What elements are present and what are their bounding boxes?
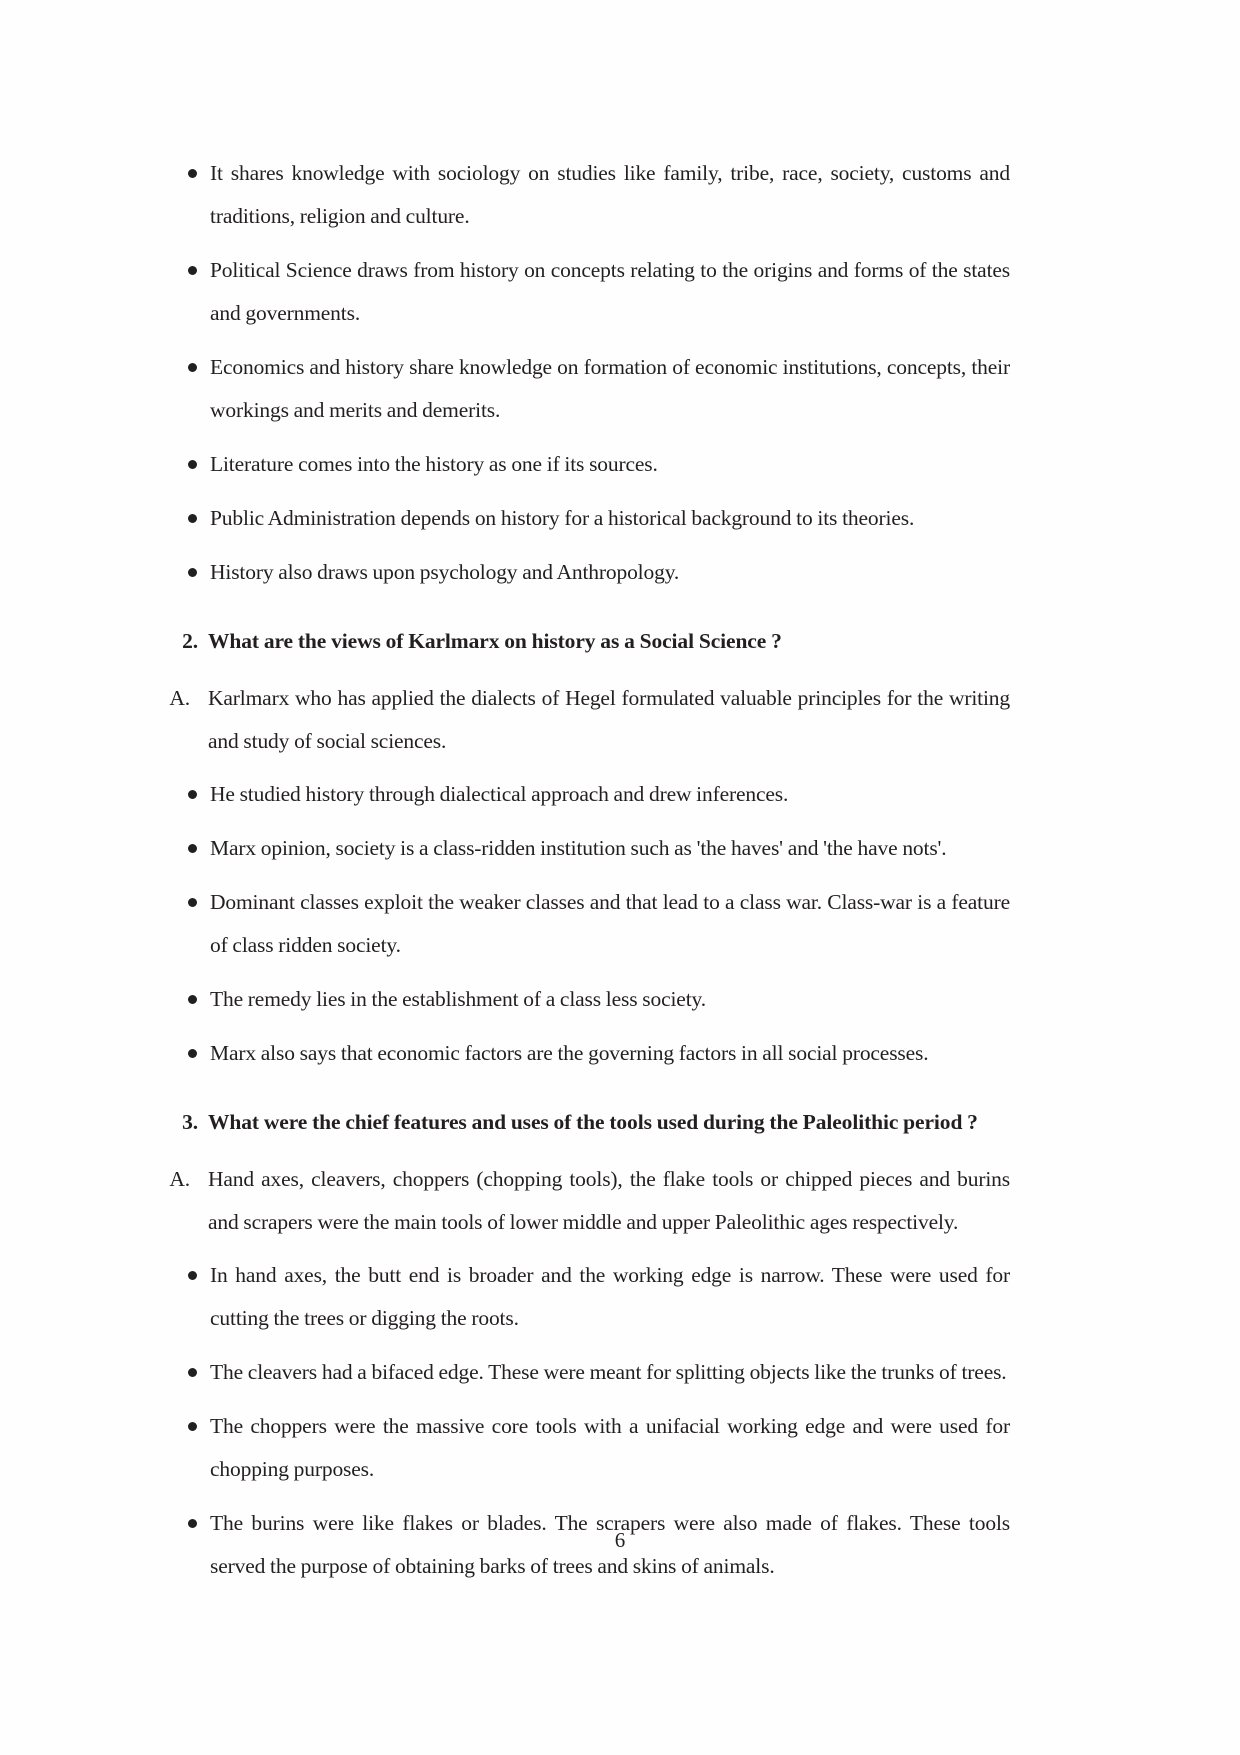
answer-marker: A. xyxy=(169,1167,190,1191)
list-item xyxy=(150,773,1010,816)
list-item-text: In hand axes, the butt end is broader and the working edge is narrow. These were used for cutting the trees or digging the roots. xyxy=(210,1263,1010,1330)
list-item-text: The cleavers had a bifaced edge. These were meant for splitting objects like the trunks of trees. xyxy=(210,1360,1007,1384)
list-item-text: Economics and history share knowledge on formation of economic institutions, concepts, their workings and merits and demerits. xyxy=(210,355,1010,422)
bullet-dot-icon xyxy=(188,568,197,577)
question-heading-2 xyxy=(150,620,1010,663)
bullet-dot-icon xyxy=(188,995,197,1004)
list-item xyxy=(150,1351,1010,1394)
question-text: What were the chief features and uses of the tools used during the Paleolithic period ? xyxy=(208,1110,978,1134)
bullet-dot-icon xyxy=(188,1271,197,1280)
list-item xyxy=(150,443,1010,486)
bullet-dot-icon xyxy=(188,266,197,275)
list-item-text: The choppers were the massive core tools with a unifacial working edge and were used for chopping purposes. xyxy=(210,1414,1010,1481)
list-item xyxy=(150,1405,1010,1491)
question-text: What are the views of Karlmarx on history as a Social Science ? xyxy=(208,629,782,653)
list-item-text: Public Administration depends on history for a historical background to its theories. xyxy=(210,506,915,530)
list-item xyxy=(150,551,1010,594)
list-item-text: Dominant classes exploit the weaker classes and that lead to a class war. Class-war is a feature of class ridden society. xyxy=(210,890,1010,957)
list-item xyxy=(150,1254,1010,1340)
list-item-text: Marx also says that economic factors are the governing factors in all social processes. xyxy=(210,1041,929,1065)
bullet-dot-icon xyxy=(188,363,197,372)
list-item-text: Political Science draws from history on concepts relating to the origins and forms of the states and governments. xyxy=(210,258,1010,325)
list-item xyxy=(150,1032,1010,1075)
bullet-dot-icon xyxy=(188,1422,197,1431)
list-item xyxy=(150,249,1010,335)
answer-paragraph-3 xyxy=(150,1158,1010,1244)
bullet-dot-icon xyxy=(188,1519,197,1528)
list-item xyxy=(150,497,1010,540)
bullet-dot-icon xyxy=(188,1049,197,1058)
list-item-text: History also draws upon psychology and Anthropology. xyxy=(210,560,680,584)
answer-paragraph-2 xyxy=(150,677,1010,763)
list-item xyxy=(150,346,1010,432)
list-item-text: He studied history through dialectical approach and drew inferences. xyxy=(210,782,789,806)
page-content xyxy=(150,152,1010,1599)
bullet-dot-icon xyxy=(188,514,197,523)
question-heading-3 xyxy=(150,1101,1010,1144)
bullet-dot-icon xyxy=(188,844,197,853)
page-number: 6 xyxy=(614,1528,626,1552)
list-item-text: It shares knowledge with sociology on studies like family, tribe, race, society, customs and traditions, religion and culture. xyxy=(210,161,1010,228)
bullet-dot-icon xyxy=(188,169,197,178)
list-item xyxy=(150,827,1010,870)
list-item xyxy=(150,881,1010,967)
answer-bullet-list-2 xyxy=(150,773,1010,1075)
bullet-dot-icon xyxy=(188,460,197,469)
list-item xyxy=(150,152,1010,238)
answer-marker: A. xyxy=(169,686,190,710)
answer-text: Karlmarx who has applied the dialects of Hegel formulated valuable principles for the writing and study of social sciences. xyxy=(208,686,1010,753)
bullet-dot-icon xyxy=(188,790,197,799)
list-item-text: The remedy lies in the establishment of a class less society. xyxy=(210,987,706,1011)
list-item-text: Literature comes into the history as one if its sources. xyxy=(210,452,658,476)
bullet-dot-icon xyxy=(188,898,197,907)
question-number: 2. xyxy=(182,629,198,653)
list-item-text: Marx opinion, society is a class-ridden institution such as 'the haves' and 'the have nots'. xyxy=(210,836,947,860)
intro-bullet-list xyxy=(150,152,1010,594)
list-item xyxy=(150,978,1010,1021)
question-number: 3. xyxy=(182,1110,198,1134)
bullet-dot-icon xyxy=(188,1368,197,1377)
list-item-text: The burins were like flakes or blades. The scrapers were also made of flakes. These tools served the purpose of obtaining barks of trees and skins of animals. xyxy=(210,1511,1010,1578)
answer-text: Hand axes, cleavers, choppers (chopping tools), the flake tools or chipped pieces and burins and scrapers were the main tools of lower middle and upper Paleolithic ages respectively. xyxy=(208,1167,1010,1234)
